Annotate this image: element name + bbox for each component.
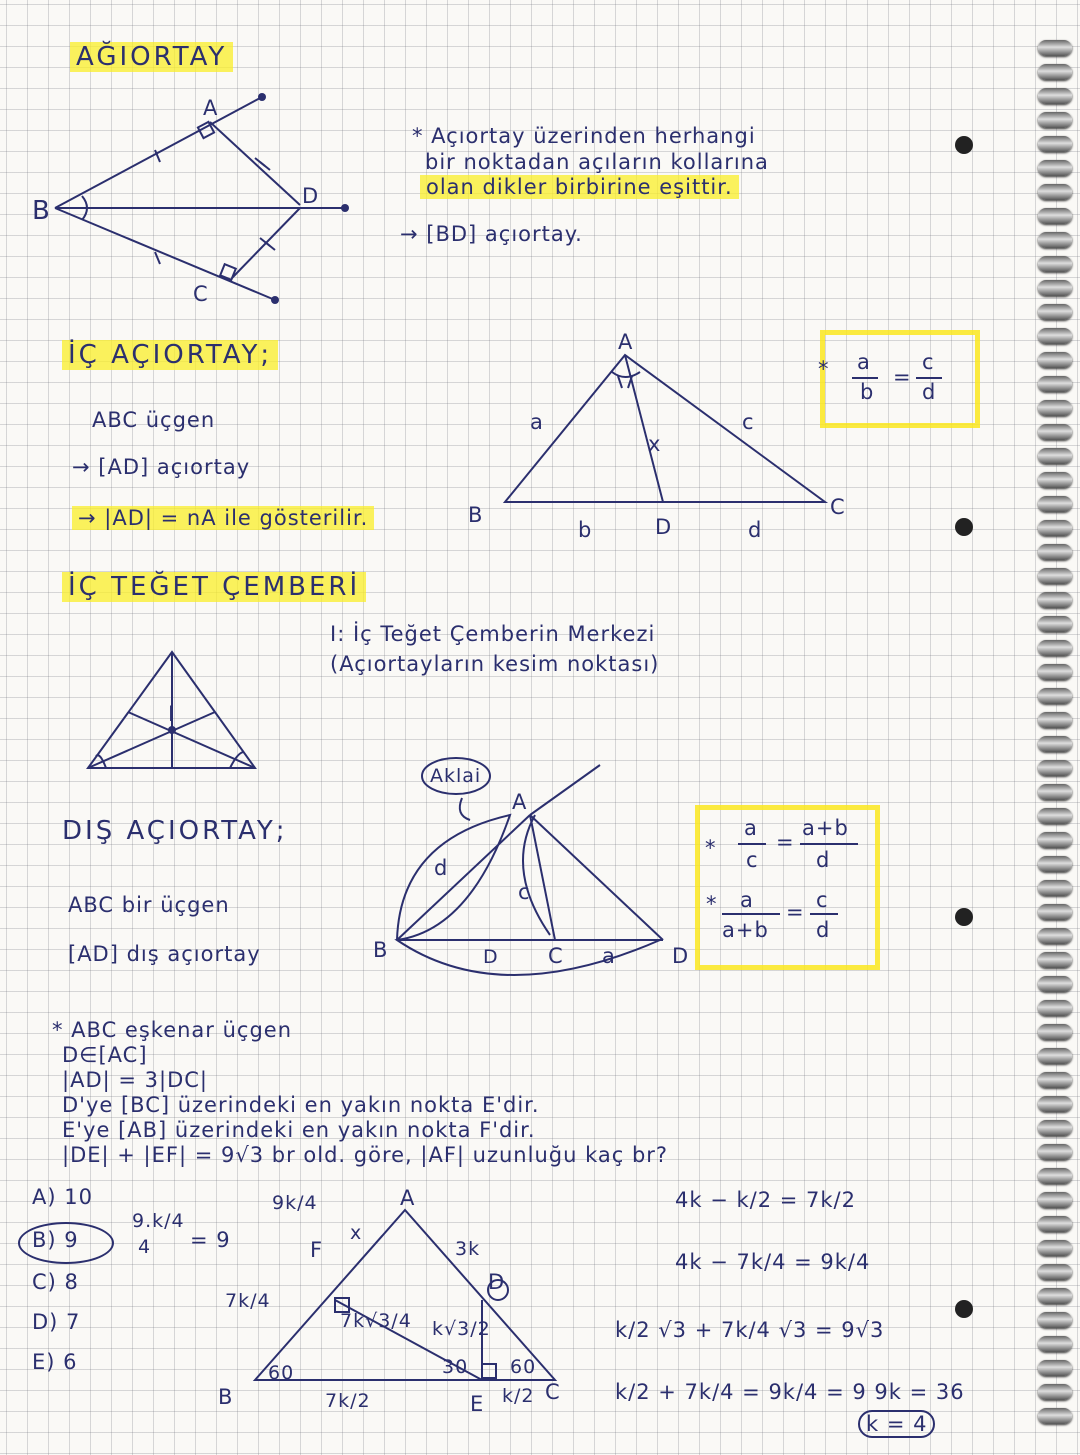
work-k2: k/2 bbox=[502, 1385, 535, 1407]
choice-e: E) 6 bbox=[32, 1350, 78, 1374]
ext-f1-num2: a+b bbox=[802, 816, 849, 840]
interior-line-2: → [AD] açıortay bbox=[72, 455, 251, 479]
ext-f2-num1: a bbox=[740, 888, 754, 912]
int-label-c: C bbox=[830, 495, 846, 519]
work-pt-d: D bbox=[488, 1270, 506, 1294]
work-7k4: 7k/4 bbox=[225, 1290, 271, 1312]
choice-d: D) 7 bbox=[32, 1310, 81, 1334]
incircle-desc-1: I: İç Teğet Çemberin Merkezi bbox=[330, 622, 656, 646]
int-formula-c: c bbox=[922, 350, 935, 374]
int-seg-d: d bbox=[748, 518, 763, 542]
int-label-b: B bbox=[468, 503, 484, 527]
exterior-line-1: ABC bir üçgen bbox=[68, 893, 230, 917]
work-pt-f: F bbox=[310, 1238, 324, 1262]
interior-title: İÇ AÇIORTAY; bbox=[62, 340, 278, 370]
ext-ad bbox=[530, 815, 663, 940]
work-pt-c: C bbox=[545, 1380, 561, 1404]
ext-f1-den2: d bbox=[816, 848, 831, 872]
ext-f2-den2: d bbox=[816, 918, 831, 942]
choice-b: B) 9 bbox=[32, 1228, 79, 1252]
int-formula-d: d bbox=[922, 380, 937, 404]
choice-a: A) 10 bbox=[32, 1185, 93, 1209]
ext-f2-den1: a+b bbox=[722, 918, 769, 942]
incircle-title: İÇ TEĞET ÇEMBERİ bbox=[62, 572, 366, 602]
ext-f1-den1: c bbox=[746, 848, 759, 872]
work-eq9: = 9 bbox=[190, 1228, 231, 1252]
work-pt-e: E bbox=[470, 1392, 485, 1416]
incircle-label-i: I bbox=[168, 702, 176, 726]
int-side-c: c bbox=[742, 410, 755, 434]
bisector-ray-lower bbox=[55, 208, 275, 300]
work-pt-b: B bbox=[218, 1385, 234, 1409]
ext-label-c: C bbox=[548, 944, 564, 968]
ext-label-b: B bbox=[373, 938, 389, 962]
bisector-note-3: olan dikler birbirine eşittir. bbox=[420, 175, 739, 199]
work-frac1: 9.k/4 bbox=[132, 1210, 185, 1232]
label-d: D bbox=[302, 184, 320, 208]
work-circled: 9k/4 bbox=[272, 1192, 318, 1214]
label-a: A bbox=[203, 96, 219, 120]
work-3k: 3k bbox=[455, 1238, 481, 1260]
bisector-title: AĞIORTAY bbox=[70, 42, 233, 72]
work-7root: 7k√3/4 bbox=[340, 1310, 412, 1332]
problem-line-2: D∈[AC] bbox=[62, 1043, 148, 1067]
ext-side-c: c bbox=[518, 880, 531, 904]
ext-f1-star: * bbox=[705, 836, 717, 860]
bisector-note-2: bir noktadan açıların kollarına bbox=[425, 150, 769, 174]
problem-line-3: |AD| = 3|DC| bbox=[62, 1068, 208, 1092]
label-b: B bbox=[32, 196, 53, 226]
interior-line-3: → |AD| = nA ile gösterilir. bbox=[72, 506, 374, 530]
int-formula-b: b bbox=[860, 380, 875, 404]
ext-f1-num1: a bbox=[744, 816, 758, 840]
bisector-ray-upper bbox=[55, 97, 262, 208]
punch-hole-4 bbox=[955, 1300, 973, 1318]
work-kroot: k√3/2 bbox=[432, 1318, 491, 1340]
ext-f1-eq: = bbox=[776, 830, 795, 854]
ext-side-d: d bbox=[434, 856, 449, 880]
ext-f2-star: * bbox=[706, 892, 718, 916]
int-label-a: A bbox=[618, 330, 634, 354]
problem-line-6: |DE| + |EF| = 9√3 br old. göre, |AF| uzunluğu kaç br? bbox=[62, 1143, 669, 1167]
ext-label-d: D bbox=[672, 944, 690, 968]
ext-side-a: a bbox=[602, 944, 616, 968]
problem-line-4: D'ye [BC] üzerindeki en yakın nokta E'dir. bbox=[62, 1093, 540, 1117]
work-frac1b: 4 bbox=[138, 1236, 152, 1258]
int-seg-b: b bbox=[578, 518, 593, 542]
choice-c: C) 8 bbox=[32, 1270, 79, 1294]
work-pt-a: A bbox=[400, 1186, 416, 1210]
int-side-a: a bbox=[530, 410, 544, 434]
int-x: x bbox=[648, 432, 662, 456]
punch-hole-3 bbox=[955, 908, 973, 926]
ext-aside: Aklai bbox=[430, 765, 482, 787]
problem-line-5: E'ye [AB] üzerindeki en yakın nokta F'dir. bbox=[62, 1118, 536, 1142]
right-work-answer: k = 4 bbox=[858, 1410, 935, 1438]
interior-line-1: ABC üçgen bbox=[92, 408, 216, 432]
punch-hole-1 bbox=[955, 136, 973, 154]
right-work-2: 4k − 7k/4 = 9k/4 bbox=[675, 1250, 871, 1274]
bisector-arrow-note: → [BD] açıortay. bbox=[400, 222, 583, 246]
bisector-note-1: * Açıortay üzerinden herhangi bbox=[412, 124, 756, 148]
perp-da bbox=[210, 122, 300, 205]
right-work-1: 4k − k/2 = 7k/2 bbox=[675, 1188, 856, 1212]
work-deg30: 30 bbox=[442, 1356, 469, 1378]
ext-f2-num2: c bbox=[816, 888, 829, 912]
int-formula-a: a bbox=[857, 350, 871, 374]
spiral-binding bbox=[1018, 0, 1080, 1455]
ext-label-a: A bbox=[512, 790, 528, 814]
exterior-title: DIŞ AÇIORTAY; bbox=[62, 816, 288, 846]
ext-f2-eq: = bbox=[786, 900, 805, 924]
punch-hole-2 bbox=[955, 518, 973, 536]
exterior-line-2: [AD] dış açıortay bbox=[68, 942, 261, 966]
work-deg60: 60 bbox=[268, 1362, 295, 1384]
label-c: C bbox=[193, 282, 209, 306]
interior-triangle bbox=[505, 355, 825, 502]
ext-label-mid: D bbox=[483, 946, 499, 968]
int-formula-star: * bbox=[818, 357, 830, 381]
work-pt-x: x bbox=[350, 1222, 363, 1244]
ext-ray bbox=[530, 765, 600, 815]
right-work-4: k/2 + 7k/4 = 9k/4 = 9 9k = 36 bbox=[615, 1380, 965, 1404]
work-7k2: 7k/2 bbox=[325, 1390, 371, 1412]
int-formula-eq: = bbox=[893, 365, 912, 389]
problem-line-1: * ABC eşkenar üçgen bbox=[52, 1018, 293, 1042]
problem-triangle bbox=[255, 1210, 555, 1380]
right-work-3: k/2 √3 + 7k/4 √3 = 9√3 bbox=[615, 1318, 885, 1342]
incircle-desc-2: (Açıortayların kesim noktası) bbox=[330, 652, 660, 676]
ext-ab bbox=[397, 815, 530, 940]
work-deg60b: 60 bbox=[510, 1356, 537, 1378]
int-label-d: D bbox=[655, 515, 673, 539]
